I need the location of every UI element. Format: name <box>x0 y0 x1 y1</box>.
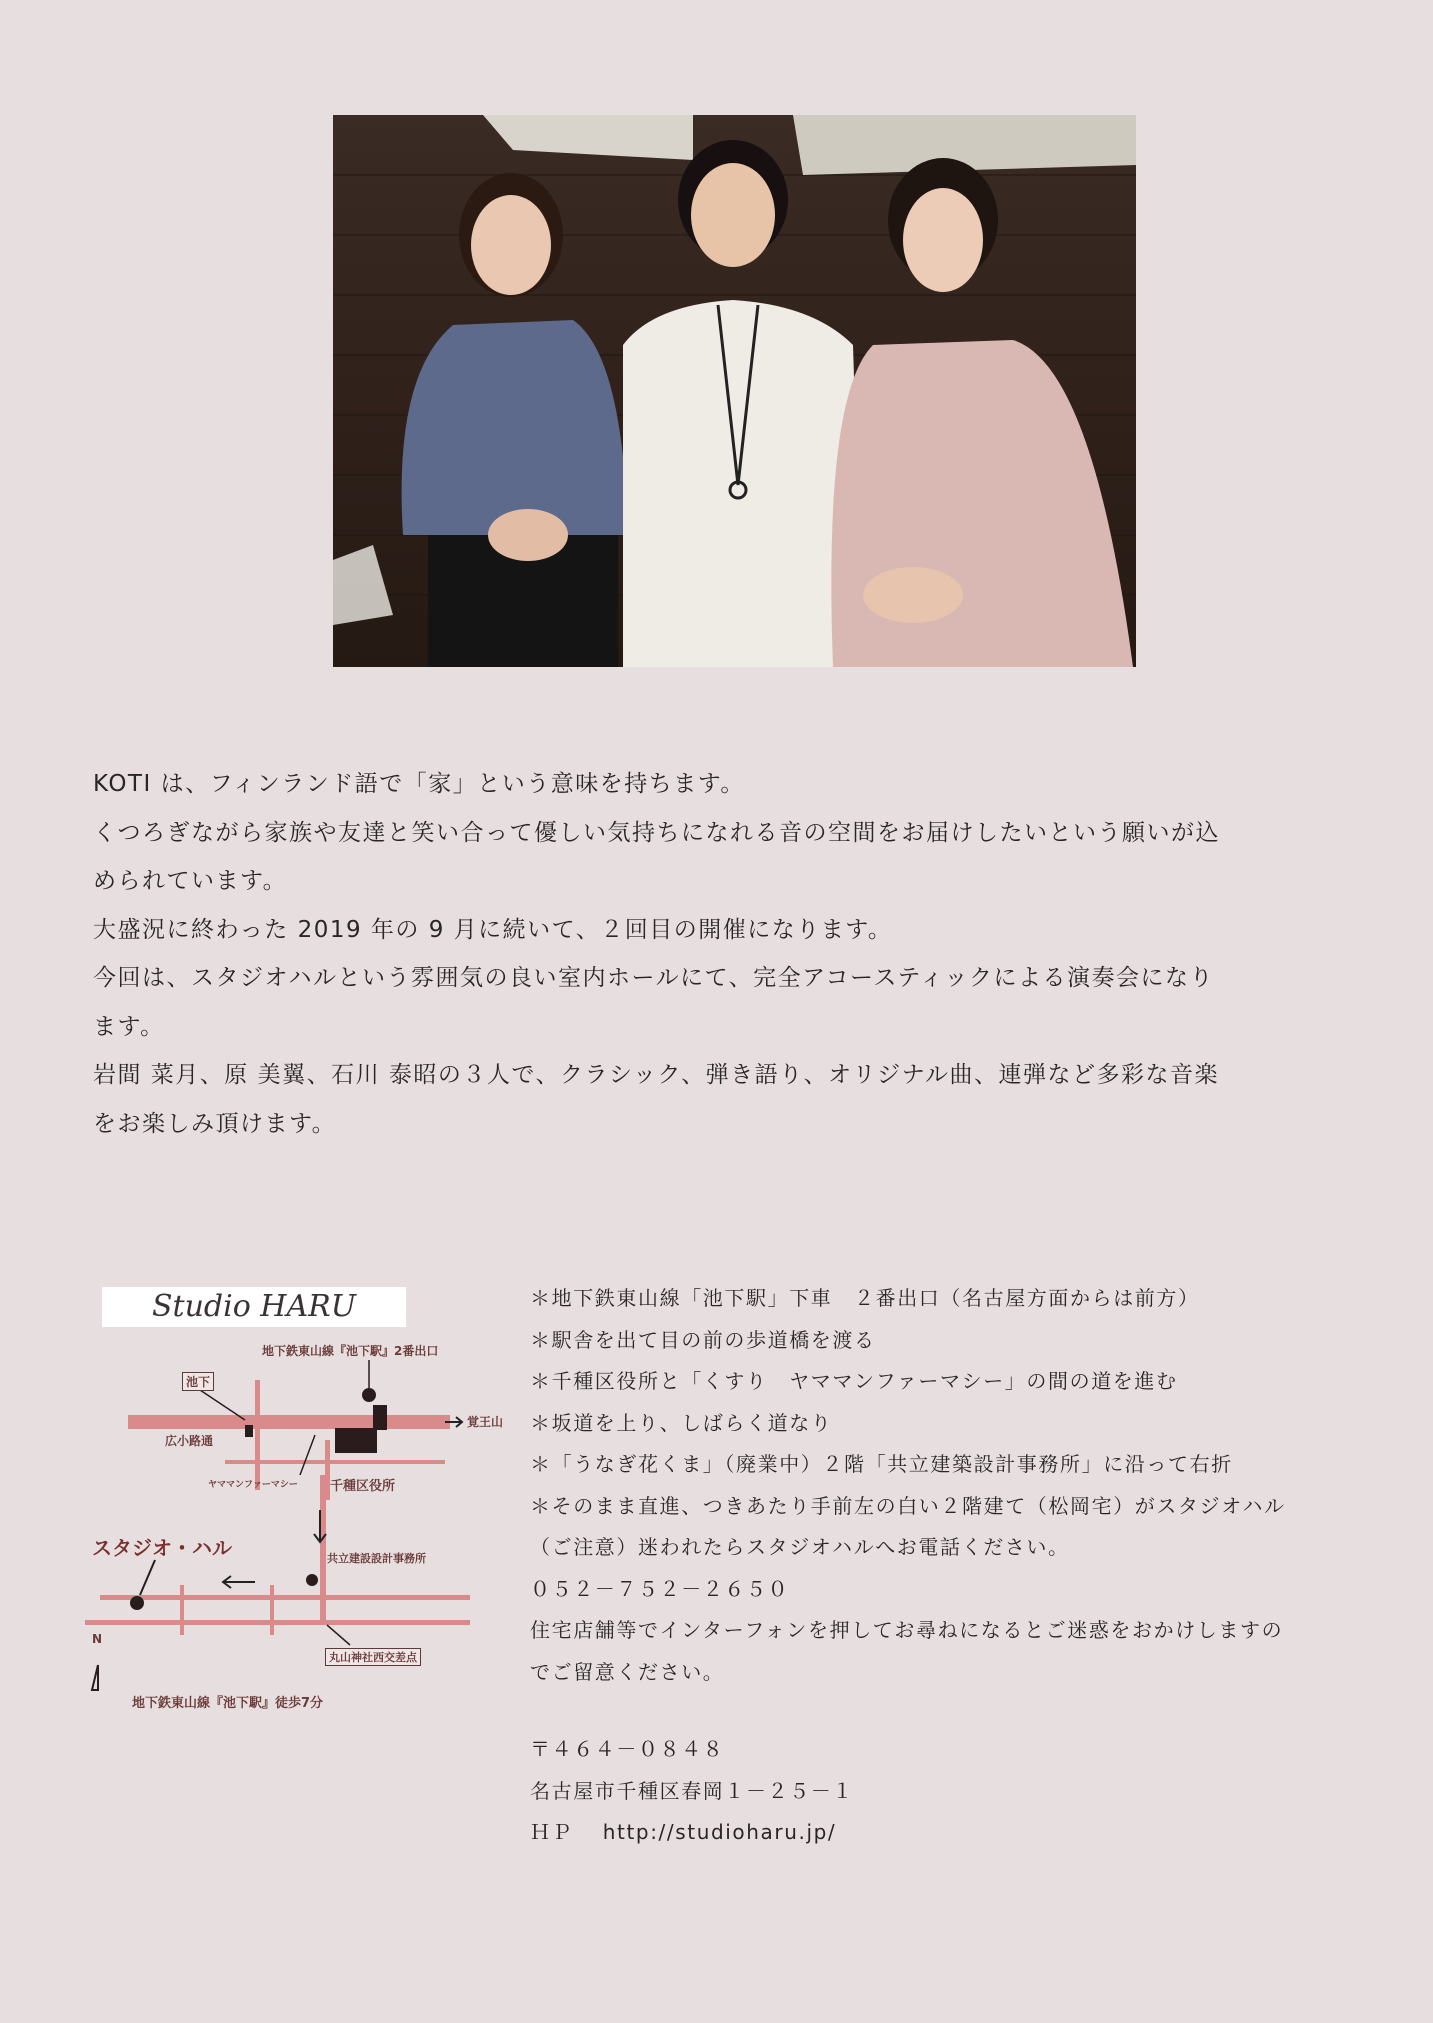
spacer <box>530 1693 1410 1729</box>
studio-marker <box>130 1596 144 1610</box>
address: 名古屋市千種区春岡１－２５－１ <box>530 1778 854 1803</box>
map-label-walk: 地下鉄東山線『池下駅』徒歩7分 <box>132 1696 324 1711</box>
map-label-exit: 地下鉄東山線『池下駅』2番出口 <box>262 1344 439 1358</box>
postal-code: 〒４６４－０８４８ <box>530 1737 725 1761</box>
ward-office-building <box>335 1428 377 1453</box>
homepage-link[interactable]: ＨＰ http://studioharu.jp/ <box>530 1820 837 1844</box>
map-label-kakuozan: 覚王山 <box>467 1415 504 1429</box>
map-label-north: N <box>92 1632 103 1646</box>
map-label-studio: スタジオ・ハル <box>92 1536 232 1560</box>
map-label-architects: 共立建設設計事務所 <box>327 1552 426 1565</box>
intro-line: められています。 <box>93 868 288 894</box>
direction-line: ＊駅舎を出て目の前の歩道橋を渡る <box>530 1327 876 1352</box>
intro-line: ます。 <box>93 1013 165 1040</box>
intro-line: KOTI は、フィンランド語で「家」という意味を持ちます。 <box>93 771 745 797</box>
caution-line: （ご注意）迷われたらスタジオハルへお電話ください。 <box>530 1535 1070 1559</box>
slope-road <box>320 1475 326 1625</box>
note-line: でご留意ください。 <box>530 1659 725 1684</box>
architects-marker <box>306 1574 318 1586</box>
hirokoji-road <box>128 1415 450 1429</box>
direction-line: ＊千種区役所と「くすり ヤママンファーマシー」の間の道を進む <box>530 1369 1178 1393</box>
photo-illustration <box>333 115 1136 667</box>
arrow-left-icon <box>223 1576 255 1588</box>
north-arrow-icon <box>92 1665 98 1690</box>
map-label-shrine: 丸山神社西交差点 <box>325 1648 421 1666</box>
intro-line: 大盛況に終わった 2019 年の 9 月に続いて、２回目の開催になります。 <box>93 916 893 943</box>
intro-text <box>93 760 1383 1148</box>
performers-photo <box>333 115 1136 667</box>
direction-line: ＊地下鉄東山線「池下駅」下車 ２番出口（名古屋方面からは前方） <box>530 1286 1200 1310</box>
direction-line: ＊坂道を上り、しばらく道なり <box>530 1410 833 1435</box>
map-label-pharmacy: ヤママンファーマシー <box>208 1480 298 1490</box>
bottom-road <box>100 1595 470 1600</box>
intro-line: くつろぎながら家族や友達と笑い合って優しい気持ちになれる音の空間をお届けしたいという願いが込 <box>93 819 1220 846</box>
direction-line: ＊そのまま直進、つきあたり手前左の白い２階建て（松岡宅）がスタジオハル <box>530 1493 1286 1518</box>
station-exit-marker <box>362 1388 376 1402</box>
studio-haru-logo: Studio HARU <box>102 1287 406 1327</box>
note-line: 住宅店舗等でインターフォンを押してお尋ねになるとご迷惑をおかけしますの <box>530 1618 1284 1642</box>
map-label-ward-office: 千種区役所 <box>330 1479 396 1494</box>
intro-line: 岩間 菜月、原 美翼、石川 泰昭の３人で、クラシック、弾き語り、オリジナル曲、連弾など多彩な音楽 <box>93 1062 1219 1088</box>
phone-number: ０５２－７５２－２６５０ <box>530 1576 790 1601</box>
intro-line: 今回は、スタジオハルという雰囲気の良い室内ホールにて、完全アコースティックによる演奏会になり <box>93 965 1215 991</box>
directions-text <box>530 1278 1410 1854</box>
intro-line: をお楽しみ頂けます。 <box>93 1110 337 1137</box>
map-label-ikeshita: 池下 <box>182 1372 214 1391</box>
map-label-hirokoji: 広小路通 <box>165 1434 214 1448</box>
direction-line: ＊「うなぎ花くま」（廃業中）２階「共立建築設計事務所」に沿って右折 <box>530 1452 1233 1476</box>
